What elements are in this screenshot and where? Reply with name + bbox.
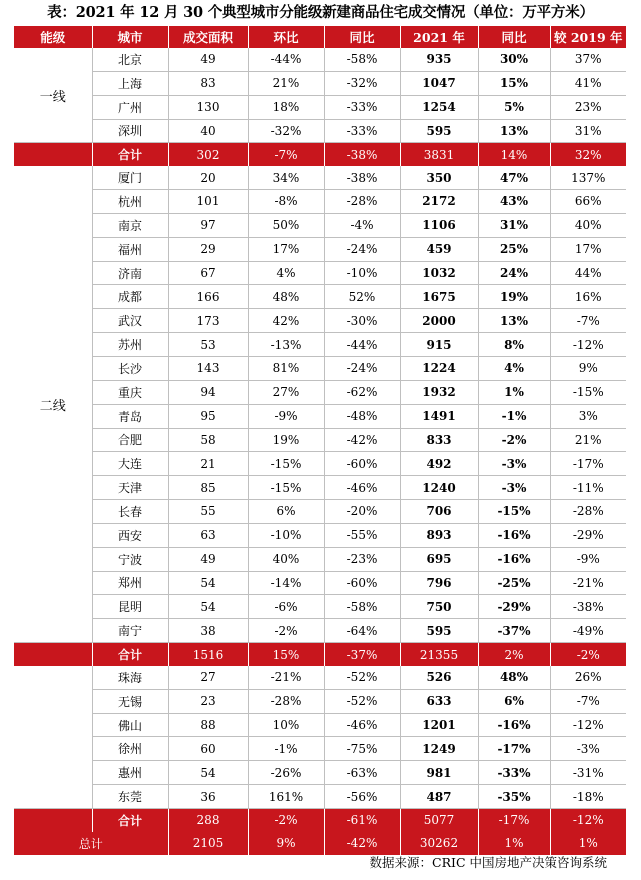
area-cell: 23 <box>168 689 248 713</box>
year-2021-yoy-cell: 48% <box>478 666 550 689</box>
tier-label <box>14 666 92 809</box>
subtotal-mom-cell: 15% <box>248 643 324 666</box>
yoy-cell: -42% <box>324 428 400 452</box>
subtotal-mom-cell: -2% <box>248 809 324 832</box>
year-2021-cell: 1047 <box>400 71 478 95</box>
mom-cell: -2% <box>248 619 324 643</box>
vs-2019-cell: 31% <box>550 119 626 143</box>
city-cell: 合肥 <box>92 428 168 452</box>
header-mom: 环比 <box>248 26 324 48</box>
city-cell: 南宁 <box>92 619 168 643</box>
subtotal-tier-cell <box>14 643 92 666</box>
vs-2019-cell: -12% <box>550 713 626 737</box>
grand-total-yoy-cell: -42% <box>324 832 400 855</box>
city-cell: 北京 <box>92 48 168 71</box>
year-2021-yoy-cell: 19% <box>478 285 550 309</box>
subtotal-vs-2019-cell: -12% <box>550 809 626 832</box>
header-tier: 能级 <box>14 26 92 48</box>
subtotal-year-2021-yoy-cell: 2% <box>478 643 550 666</box>
year-2021-yoy-cell: 47% <box>478 166 550 189</box>
mom-cell: 50% <box>248 213 324 237</box>
area-cell: 88 <box>168 713 248 737</box>
mom-cell: 34% <box>248 166 324 189</box>
year-2021-yoy-cell: 25% <box>478 237 550 261</box>
mom-cell: -14% <box>248 571 324 595</box>
vs-2019-cell: 40% <box>550 213 626 237</box>
area-cell: 97 <box>168 213 248 237</box>
year-2021-yoy-cell: 8% <box>478 333 550 357</box>
city-cell: 苏州 <box>92 333 168 357</box>
area-cell: 85 <box>168 476 248 500</box>
vs-2019-cell: -31% <box>550 761 626 785</box>
year-2021-yoy-cell: 1% <box>478 380 550 404</box>
tier-label: 一线 <box>14 48 92 143</box>
vs-2019-cell: 3% <box>550 404 626 428</box>
mom-cell: -6% <box>248 595 324 619</box>
year-2021-cell: 893 <box>400 523 478 547</box>
yoy-cell: -20% <box>324 500 400 524</box>
yoy-cell: -56% <box>324 785 400 809</box>
grand-total-mom-cell: 9% <box>248 832 324 855</box>
table-row <box>14 166 626 189</box>
city-cell: 广州 <box>92 95 168 119</box>
header-2021-yoy: 同比 <box>478 26 550 48</box>
city-cell: 东莞 <box>92 785 168 809</box>
grand-total-area-cell: 2105 <box>168 832 248 855</box>
vs-2019-cell: -38% <box>550 595 626 619</box>
header-city: 城市 <box>92 26 168 48</box>
year-2021-yoy-cell: 24% <box>478 261 550 285</box>
subtotal-area-cell: 302 <box>168 143 248 166</box>
mom-cell: 6% <box>248 500 324 524</box>
city-cell: 大连 <box>92 452 168 476</box>
subtotal-vs-2019-cell: -2% <box>550 643 626 666</box>
subtotal-year-2021-cell: 21355 <box>400 643 478 666</box>
mom-cell: 161% <box>248 785 324 809</box>
yoy-cell: -44% <box>324 333 400 357</box>
mom-cell: 18% <box>248 95 324 119</box>
yoy-cell: -30% <box>324 309 400 333</box>
area-cell: 20 <box>168 166 248 189</box>
table-row <box>14 261 626 285</box>
city-cell: 青岛 <box>92 404 168 428</box>
year-2021-cell: 595 <box>400 119 478 143</box>
table-row <box>14 713 626 737</box>
mom-cell: 4% <box>248 261 324 285</box>
year-2021-yoy-cell: -17% <box>478 737 550 761</box>
table-row <box>14 476 626 500</box>
mom-cell: 42% <box>248 309 324 333</box>
mom-cell: -13% <box>248 333 324 357</box>
table-row <box>14 119 626 143</box>
city-cell: 上海 <box>92 71 168 95</box>
table-row <box>14 666 626 689</box>
vs-2019-cell: -15% <box>550 380 626 404</box>
year-2021-cell: 492 <box>400 452 478 476</box>
table-row <box>14 213 626 237</box>
vs-2019-cell: -11% <box>550 476 626 500</box>
year-2021-cell: 350 <box>400 166 478 189</box>
vs-2019-cell: -3% <box>550 737 626 761</box>
city-cell: 郑州 <box>92 571 168 595</box>
vs-2019-cell: 66% <box>550 190 626 214</box>
table-row <box>14 452 626 476</box>
mom-cell: 10% <box>248 713 324 737</box>
vs-2019-cell: 23% <box>550 95 626 119</box>
table-row <box>14 428 626 452</box>
subtotal-label: 合计 <box>92 809 168 832</box>
year-2021-cell: 1201 <box>400 713 478 737</box>
area-cell: 38 <box>168 619 248 643</box>
city-cell: 南京 <box>92 213 168 237</box>
area-cell: 94 <box>168 380 248 404</box>
area-cell: 40 <box>168 119 248 143</box>
subtotal-yoy-cell: -37% <box>324 643 400 666</box>
mom-cell: 40% <box>248 547 324 571</box>
yoy-cell: -48% <box>324 404 400 428</box>
yoy-cell: -58% <box>324 48 400 71</box>
year-2021-yoy-cell: 4% <box>478 356 550 380</box>
year-2021-cell: 1932 <box>400 380 478 404</box>
year-2021-yoy-cell: 15% <box>478 71 550 95</box>
year-2021-cell: 695 <box>400 547 478 571</box>
yoy-cell: 52% <box>324 285 400 309</box>
year-2021-cell: 833 <box>400 428 478 452</box>
mom-cell: -26% <box>248 761 324 785</box>
yoy-cell: -52% <box>324 666 400 689</box>
year-2021-yoy-cell: -25% <box>478 571 550 595</box>
year-2021-cell: 1106 <box>400 213 478 237</box>
table-row <box>14 237 626 261</box>
header-row <box>14 26 626 48</box>
table-row <box>14 761 626 785</box>
year-2021-yoy-cell: -3% <box>478 452 550 476</box>
vs-2019-cell: 21% <box>550 428 626 452</box>
year-2021-yoy-cell: -3% <box>478 476 550 500</box>
area-cell: 21 <box>168 452 248 476</box>
city-cell: 重庆 <box>92 380 168 404</box>
table-row <box>14 737 626 761</box>
year-2021-cell: 459 <box>400 237 478 261</box>
area-cell: 95 <box>168 404 248 428</box>
vs-2019-cell: -21% <box>550 571 626 595</box>
subtotal-row <box>14 143 626 166</box>
vs-2019-cell: -12% <box>550 333 626 357</box>
year-2021-yoy-cell: -37% <box>478 619 550 643</box>
grand-total-vs-2019-cell: 1% <box>550 832 626 855</box>
vs-2019-cell: -17% <box>550 452 626 476</box>
yoy-cell: -75% <box>324 737 400 761</box>
area-cell: 63 <box>168 523 248 547</box>
vs-2019-cell: 26% <box>550 666 626 689</box>
mom-cell: -9% <box>248 404 324 428</box>
year-2021-yoy-cell: -16% <box>478 713 550 737</box>
year-2021-yoy-cell: -16% <box>478 523 550 547</box>
area-cell: 83 <box>168 71 248 95</box>
subtotal-label: 合计 <box>92 143 168 166</box>
vs-2019-cell: 41% <box>550 71 626 95</box>
mom-cell: 17% <box>248 237 324 261</box>
area-cell: 54 <box>168 571 248 595</box>
year-2021-cell: 750 <box>400 595 478 619</box>
vs-2019-cell: -9% <box>550 547 626 571</box>
vs-2019-cell: -7% <box>550 309 626 333</box>
year-2021-cell: 1675 <box>400 285 478 309</box>
table-row <box>14 71 626 95</box>
subtotal-yoy-cell: -61% <box>324 809 400 832</box>
year-2021-cell: 1249 <box>400 737 478 761</box>
header-2021: 2021 年 <box>400 26 478 48</box>
grand-total-year-2021-cell: 30262 <box>400 832 478 855</box>
table-title: 表：2021 年 12 月 30 个典型城市分能级新建商品住宅成交情况（单位：万平方米） <box>47 4 594 21</box>
year-2021-yoy-cell: -15% <box>478 500 550 524</box>
mom-cell: -15% <box>248 476 324 500</box>
city-cell: 长沙 <box>92 356 168 380</box>
mom-cell: -8% <box>248 190 324 214</box>
yoy-cell: -24% <box>324 237 400 261</box>
area-cell: 49 <box>168 48 248 71</box>
year-2021-yoy-cell: 13% <box>478 119 550 143</box>
area-cell: 55 <box>168 500 248 524</box>
area-cell: 27 <box>168 666 248 689</box>
subtotal-tier-cell <box>14 809 92 832</box>
header-vs-2019: 较 2019 年 <box>550 26 626 48</box>
mom-cell: 19% <box>248 428 324 452</box>
table-row <box>14 595 626 619</box>
year-2021-cell: 935 <box>400 48 478 71</box>
yoy-cell: -46% <box>324 713 400 737</box>
subtotal-yoy-cell: -38% <box>324 143 400 166</box>
header-yoy: 同比 <box>324 26 400 48</box>
area-cell: 53 <box>168 333 248 357</box>
year-2021-cell: 706 <box>400 500 478 524</box>
city-cell: 杭州 <box>92 190 168 214</box>
city-cell: 天津 <box>92 476 168 500</box>
area-cell: 54 <box>168 595 248 619</box>
mom-cell: 81% <box>248 356 324 380</box>
vs-2019-cell: 44% <box>550 261 626 285</box>
city-cell: 珠海 <box>92 666 168 689</box>
header-area: 成交面积 <box>168 26 248 48</box>
vs-2019-cell: -7% <box>550 689 626 713</box>
yoy-cell: -28% <box>324 190 400 214</box>
subtotal-mom-cell: -7% <box>248 143 324 166</box>
year-2021-yoy-cell: -16% <box>478 547 550 571</box>
subtotal-area-cell: 1516 <box>168 643 248 666</box>
year-2021-cell: 526 <box>400 666 478 689</box>
city-cell: 济南 <box>92 261 168 285</box>
area-cell: 130 <box>168 95 248 119</box>
table-row <box>14 689 626 713</box>
city-cell: 佛山 <box>92 713 168 737</box>
area-cell: 173 <box>168 309 248 333</box>
table-row <box>14 285 626 309</box>
area-cell: 166 <box>168 285 248 309</box>
mom-cell: 21% <box>248 71 324 95</box>
city-cell: 成都 <box>92 285 168 309</box>
vs-2019-cell: -29% <box>550 523 626 547</box>
mom-cell: -44% <box>248 48 324 71</box>
yoy-cell: -60% <box>324 452 400 476</box>
year-2021-cell: 1224 <box>400 356 478 380</box>
mom-cell: 48% <box>248 285 324 309</box>
area-cell: 36 <box>168 785 248 809</box>
vs-2019-cell: -18% <box>550 785 626 809</box>
subtotal-tier-cell <box>14 143 92 166</box>
table-row <box>14 571 626 595</box>
yoy-cell: -63% <box>324 761 400 785</box>
data-source-note: 数据来源：CRIC 中国房地产决策咨询系统 <box>369 855 607 870</box>
yoy-cell: -24% <box>324 356 400 380</box>
vs-2019-cell: 16% <box>550 285 626 309</box>
mom-cell: -15% <box>248 452 324 476</box>
year-2021-cell: 595 <box>400 619 478 643</box>
table-row <box>14 547 626 571</box>
subtotal-year-2021-yoy-cell: -17% <box>478 809 550 832</box>
year-2021-yoy-cell: -1% <box>478 404 550 428</box>
yoy-cell: -60% <box>324 571 400 595</box>
subtotal-label: 合计 <box>92 643 168 666</box>
table-row <box>14 333 626 357</box>
city-cell: 徐州 <box>92 737 168 761</box>
table-row <box>14 48 626 71</box>
city-cell: 西安 <box>92 523 168 547</box>
table-row <box>14 619 626 643</box>
area-cell: 101 <box>168 190 248 214</box>
city-cell: 深圳 <box>92 119 168 143</box>
table-row <box>14 190 626 214</box>
year-2021-yoy-cell: -29% <box>478 595 550 619</box>
yoy-cell: -38% <box>324 166 400 189</box>
area-cell: 143 <box>168 356 248 380</box>
yoy-cell: -64% <box>324 619 400 643</box>
subtotal-vs-2019-cell: 32% <box>550 143 626 166</box>
year-2021-cell: 1032 <box>400 261 478 285</box>
vs-2019-cell: 137% <box>550 166 626 189</box>
yoy-cell: -58% <box>324 595 400 619</box>
grand-total-year-2021-yoy-cell: 1% <box>478 832 550 855</box>
subtotal-area-cell: 288 <box>168 809 248 832</box>
year-2021-cell: 1240 <box>400 476 478 500</box>
year-2021-yoy-cell: 6% <box>478 689 550 713</box>
table-row <box>14 356 626 380</box>
city-cell: 厦门 <box>92 166 168 189</box>
year-2021-cell: 633 <box>400 689 478 713</box>
subtotal-year-2021-cell: 5077 <box>400 809 478 832</box>
year-2021-yoy-cell: -35% <box>478 785 550 809</box>
year-2021-yoy-cell: -2% <box>478 428 550 452</box>
yoy-cell: -23% <box>324 547 400 571</box>
vs-2019-cell: 17% <box>550 237 626 261</box>
yoy-cell: -32% <box>324 71 400 95</box>
city-cell: 福州 <box>92 237 168 261</box>
subtotal-row <box>14 643 626 666</box>
year-2021-yoy-cell: 31% <box>478 213 550 237</box>
year-2021-cell: 915 <box>400 333 478 357</box>
year-2021-cell: 796 <box>400 571 478 595</box>
transaction-table <box>14 26 626 855</box>
year-2021-yoy-cell: 5% <box>478 95 550 119</box>
year-2021-yoy-cell: -33% <box>478 761 550 785</box>
table-row <box>14 380 626 404</box>
yoy-cell: -62% <box>324 380 400 404</box>
area-cell: 67 <box>168 261 248 285</box>
mom-cell: -1% <box>248 737 324 761</box>
year-2021-cell: 1491 <box>400 404 478 428</box>
yoy-cell: -55% <box>324 523 400 547</box>
city-cell: 宁波 <box>92 547 168 571</box>
vs-2019-cell: -49% <box>550 619 626 643</box>
yoy-cell: -33% <box>324 119 400 143</box>
yoy-cell: -33% <box>324 95 400 119</box>
city-cell: 惠州 <box>92 761 168 785</box>
table-row <box>14 404 626 428</box>
year-2021-cell: 1254 <box>400 95 478 119</box>
area-cell: 54 <box>168 761 248 785</box>
area-cell: 60 <box>168 737 248 761</box>
grand-total-label: 总计 <box>14 832 168 855</box>
mom-cell: -21% <box>248 666 324 689</box>
mom-cell: -32% <box>248 119 324 143</box>
year-2021-cell: 2000 <box>400 309 478 333</box>
vs-2019-cell: 37% <box>550 48 626 71</box>
year-2021-cell: 487 <box>400 785 478 809</box>
subtotal-year-2021-cell: 3831 <box>400 143 478 166</box>
table-row <box>14 309 626 333</box>
year-2021-yoy-cell: 43% <box>478 190 550 214</box>
year-2021-cell: 981 <box>400 761 478 785</box>
table-row <box>14 785 626 809</box>
city-cell: 长春 <box>92 500 168 524</box>
mom-cell: -28% <box>248 689 324 713</box>
area-cell: 49 <box>168 547 248 571</box>
year-2021-yoy-cell: 13% <box>478 309 550 333</box>
yoy-cell: -10% <box>324 261 400 285</box>
mom-cell: -10% <box>248 523 324 547</box>
yoy-cell: -46% <box>324 476 400 500</box>
city-cell: 武汉 <box>92 309 168 333</box>
mom-cell: 27% <box>248 380 324 404</box>
city-cell: 无锡 <box>92 689 168 713</box>
table-row <box>14 500 626 524</box>
yoy-cell: -52% <box>324 689 400 713</box>
vs-2019-cell: 9% <box>550 356 626 380</box>
area-cell: 58 <box>168 428 248 452</box>
subtotal-year-2021-yoy-cell: 14% <box>478 143 550 166</box>
yoy-cell: -4% <box>324 213 400 237</box>
vs-2019-cell: -28% <box>550 500 626 524</box>
tier-label: 二线 <box>14 166 92 642</box>
city-cell: 昆明 <box>92 595 168 619</box>
subtotal-row <box>14 809 626 832</box>
table-row <box>14 95 626 119</box>
year-2021-cell: 2172 <box>400 190 478 214</box>
year-2021-yoy-cell: 30% <box>478 48 550 71</box>
table-row <box>14 523 626 547</box>
area-cell: 29 <box>168 237 248 261</box>
